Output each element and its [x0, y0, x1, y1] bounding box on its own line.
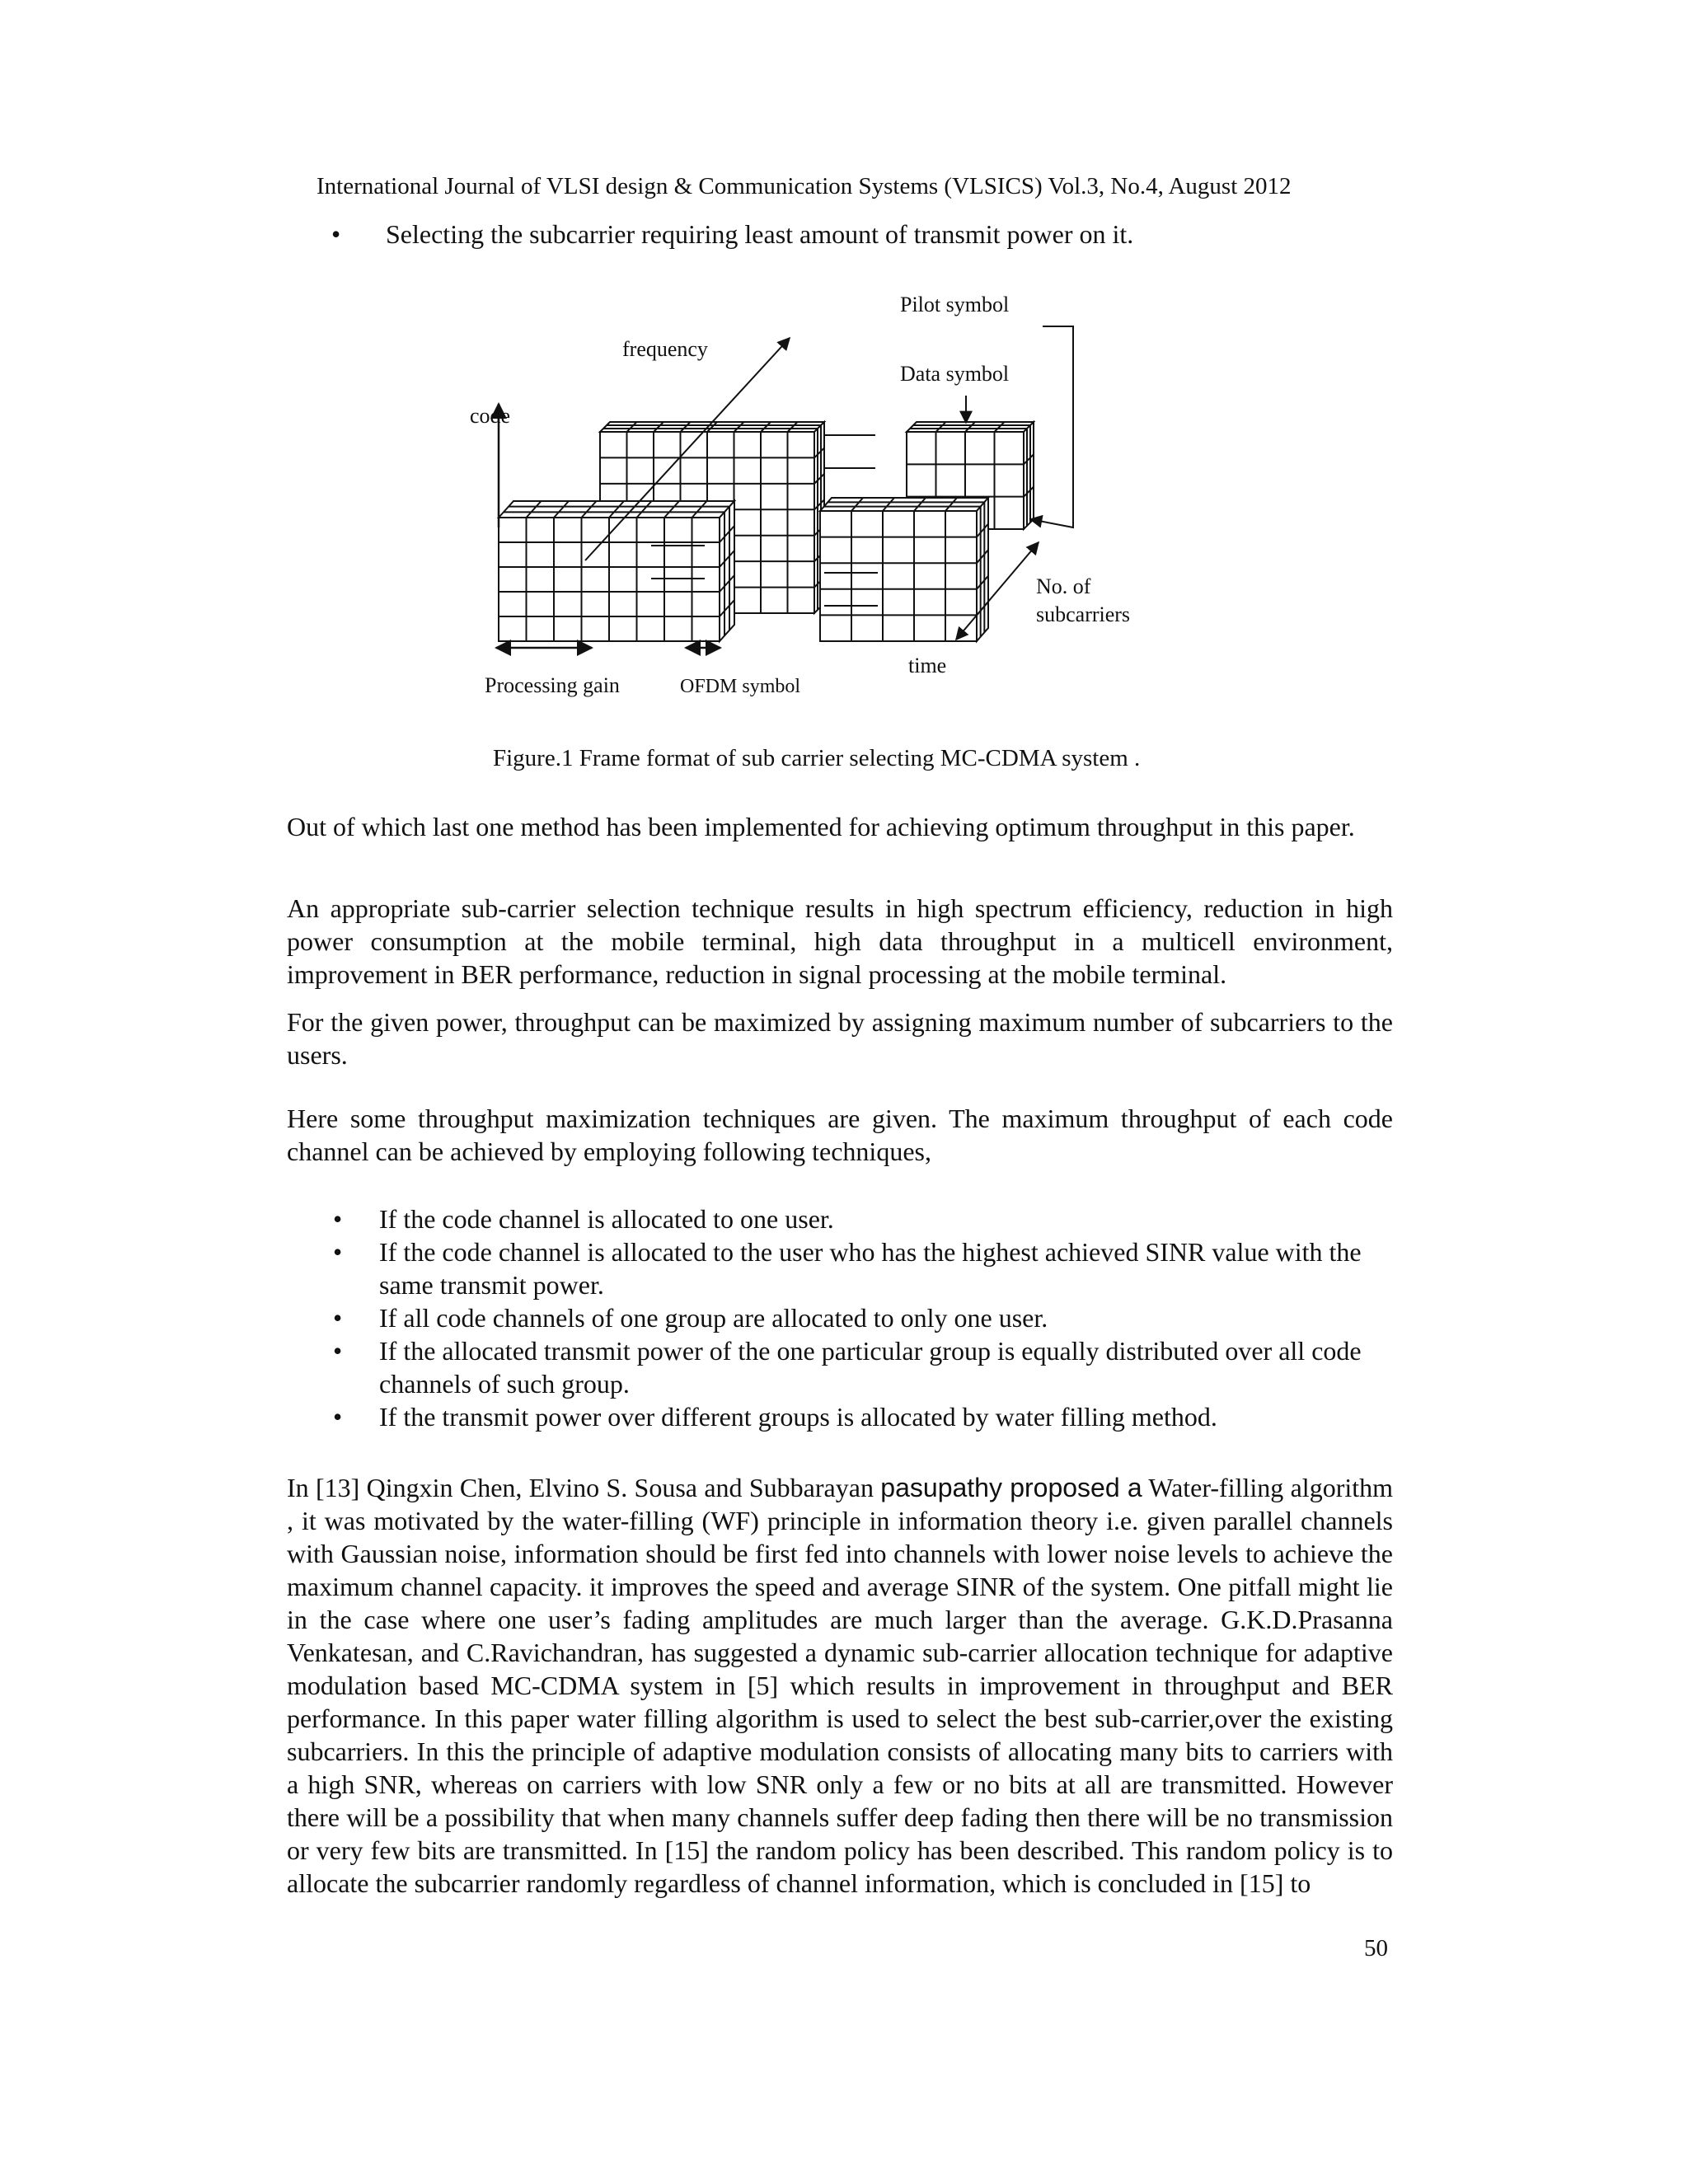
figure-caption: Figure.1 Frame format of sub carrier selecting MC-CDMA system .	[493, 745, 1141, 771]
label-no-of: No. of	[1036, 574, 1091, 598]
paragraph-3: For the given power, throughput can be maximized by assigning maximum number of subcarriers to the users.	[287, 1007, 1393, 1070]
paragraph-5-sans-fragment: pasupathy proposed a	[880, 1473, 1142, 1502]
pilot-symbol-pointer	[1030, 326, 1073, 527]
paragraph-5-rest: Water-filling algorithm , it was motivated by the water-filling (WF) principle in information theory i.e. given parallel channels with Gaussian noise, information should be first fed into channels with lower noise levels to achieve the maximum channel capacity. it improves the speed and average SINR of the system. One pitfall might lie in the case where one user’s fading amplitudes are much larger than the average. G.K.D.Prasanna Venkatesan, and C.Ravichandran, has suggested a dynamic sub-carrier allocation technique for adaptive modulation based MC-CDMA system in [5] which results in improvement in throughput and BER performance. In this paper water filling algorithm is used to select the best sub-carrier,over the existing subcarriers. In this the principle of adaptive modulation consists of allocating many bits to carriers with a high SNR, whereas on carriers with low SNR only a few or no bits at all are transmitted. However there will be a possibility that when many channels suffer deep fading then there will be no transmission or very few bits are transmitted. In [15] the random policy has been described. This random policy is to allocate the subcarrier randomly regardless of channel information, which is concluded in [15] to	[287, 1473, 1394, 1898]
label-frequency: frequency	[622, 337, 708, 361]
label-pilot-symbol: Pilot symbol	[900, 293, 1010, 316]
label-processing-gain: Processing gain	[485, 673, 620, 697]
list-item-text: If the allocated transmit power of the one particular group is equally distributed over all code channels of such group.	[379, 1336, 1362, 1399]
list-item	[287, 1400, 1393, 1433]
list-item-text: If the code channel is allocated to the user who has the highest achieved SINR value with the same transmit power.	[379, 1237, 1362, 1300]
label-code: code	[470, 404, 511, 428]
paragraph-1: Out of which last one method has been implemented for achieving optimum throughput in this paper.	[287, 812, 1355, 841]
paragraph-5	[287, 1471, 1393, 1900]
figure-frame-format	[462, 288, 1154, 717]
grid-block-front-left	[499, 501, 734, 641]
list-item-text: If all code channels of one group are allocated to only one user.	[379, 1303, 1048, 1333]
techniques-list	[287, 1202, 1393, 1433]
list-item-text: If the code channel is allocated to one user.	[379, 1204, 834, 1234]
paragraph-4: Here some throughput maximization techniques are given. The maximum throughput of each code channel can be achieved by employing following techniques,	[287, 1104, 1393, 1166]
bullet-glyph: •	[331, 219, 341, 249]
list-item	[287, 1202, 1393, 1235]
label-subcarriers: subcarriers	[1036, 602, 1131, 626]
list-item-text: If the transmit power over different groups is allocated by water filling method.	[379, 1402, 1217, 1432]
bullet-glyph: •	[333, 1303, 343, 1333]
list-item	[287, 1301, 1393, 1334]
frame-format-diagram	[462, 288, 1154, 717]
list-item	[287, 1235, 1393, 1301]
paragraph-5-start: In [13] Qingxin Chen, Elvino S. Sousa and Subbarayan	[287, 1473, 881, 1502]
page-number: 50	[1364, 1935, 1388, 1961]
label-data-symbol: Data symbol	[900, 362, 1010, 386]
running-head: International Journal of VLSI design & Communication Systems (VLSICS) Vol.3, No.4, August 2012	[316, 173, 1292, 199]
bullet-glyph: •	[333, 1402, 343, 1432]
label-time: time	[908, 654, 947, 677]
bullet-glyph: •	[333, 1237, 343, 1267]
paragraph-2: An appropriate sub-carrier selection technique results in high spectrum efficiency, reduction in high power consumption at the mobile terminal, high data throughput in a multicell environment, improvement in BER performance, reduction in signal processing at the mobile terminal.	[287, 893, 1393, 989]
grid-block-front-mid	[820, 498, 988, 641]
list-item	[287, 1334, 1393, 1400]
top-bullet-text: Selecting the subcarrier requiring least amount of transmit power on it.	[386, 219, 1134, 249]
label-ofdm-symbol: OFDM symbol	[680, 676, 801, 697]
bullet-glyph: •	[333, 1204, 343, 1234]
bullet-glyph: •	[333, 1336, 343, 1366]
